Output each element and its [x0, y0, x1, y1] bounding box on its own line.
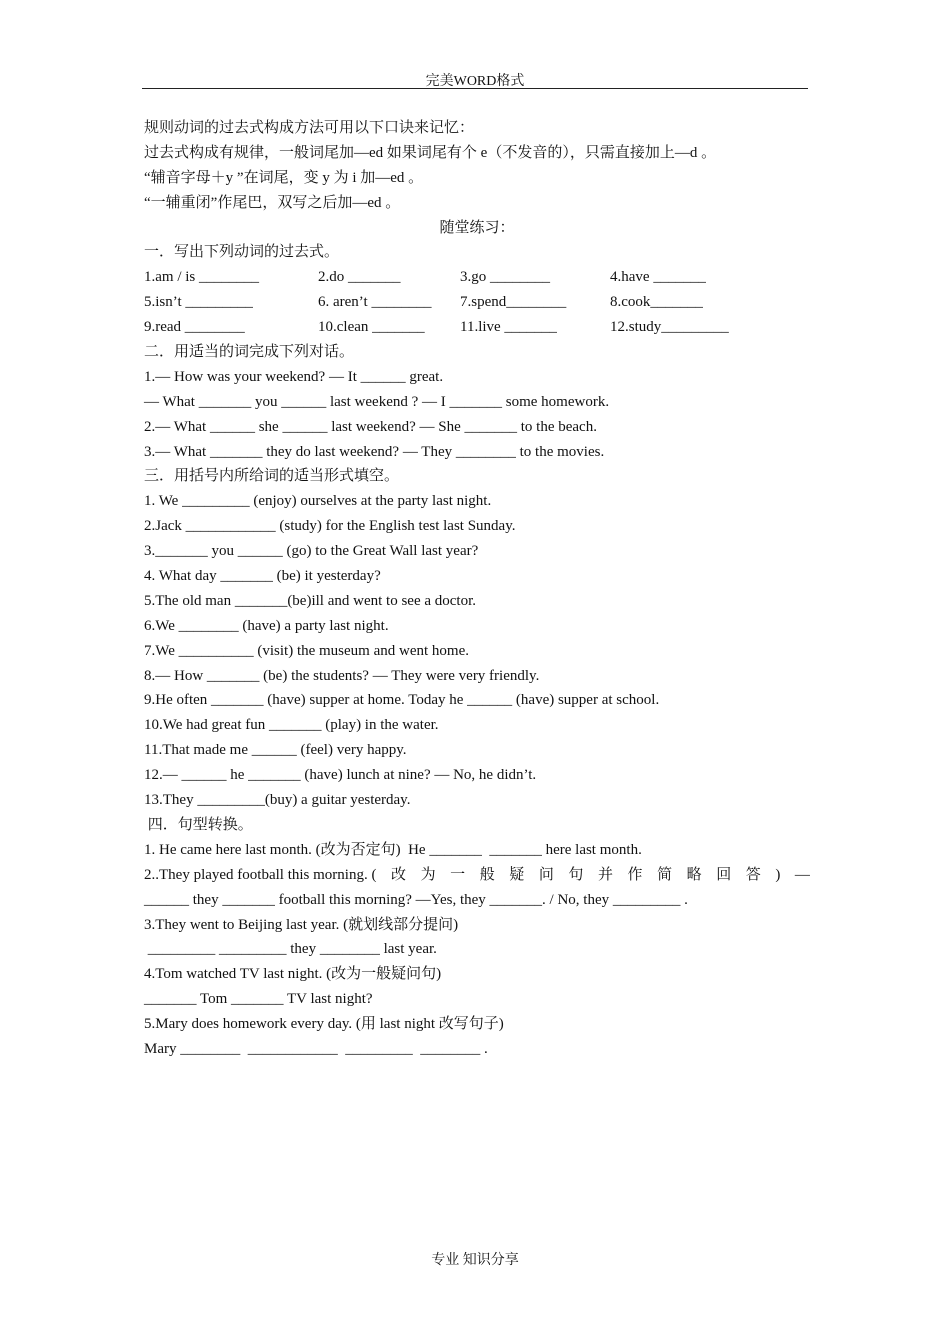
verb-row: [144, 265, 810, 290]
q2-part: 作: [627, 866, 643, 883]
fill-line: 2.Jack ____________ (study) for the English test last Sunday.: [144, 518, 516, 535]
dialogue-line: — What _______ you ______ last weekend ? — I _______ some homework.: [144, 393, 610, 410]
section3-title: 三．用括号内所给词的适当形式填空。: [144, 468, 400, 485]
transform-line: 1. He came here last month. (改为否定句) He _______ _______ here last month.: [144, 841, 642, 858]
fill-line: 12.— ______ he _______ (have) lunch at nine? — No, he didn’t.: [144, 767, 537, 784]
q2-part: 改: [391, 866, 407, 883]
verb-row: [144, 315, 810, 340]
fill-line: 8.— How _______ (be) the students? — They were very friendly.: [144, 667, 540, 684]
fill-line: 11.That made me ______ (feel) very happy.: [144, 742, 407, 759]
verb-row: [144, 290, 810, 315]
transform-line: 3.They went to Beijing last year. (就划线部分提问): [144, 916, 459, 933]
q2-part: 答: [745, 866, 761, 883]
fill-line: 3._______ you ______ (go) to the Great Wall last year?: [144, 543, 479, 560]
header-rule: [142, 88, 808, 89]
section1-title: 一．写出下列动词的过去式。: [144, 244, 340, 261]
verb-item: 11.live _______: [460, 319, 557, 336]
q2-part: 略: [686, 866, 702, 883]
q2-part: 一: [450, 866, 466, 883]
transform-line-justified: [144, 863, 810, 888]
dialogue-line: 2.— What ______ she ______ last weekend? — She _______ to the beach.: [144, 418, 597, 435]
q2-part: 句: [568, 866, 584, 883]
verb-item: 10.clean _______: [318, 319, 425, 336]
fill-line: 10.We had great fun _______ (play) in the water.: [144, 717, 439, 734]
q2-part: 并: [597, 866, 613, 883]
practice-title: 随堂练习：: [439, 219, 515, 236]
section2-title: 二．用适当的词完成下列对话。: [144, 344, 355, 361]
verb-item: 5.isn’t _________: [144, 294, 253, 311]
transform-line: _______ Tom _______ TV last night?: [144, 991, 373, 1008]
fill-line: 1. We _________ (enjoy) ourselves at the party last night.: [144, 493, 492, 510]
verb-item: 1.am / is ________: [144, 269, 259, 286]
intro-line: “辅音字母＋y ”在词尾，变 y 为 i 加—ed 。: [144, 169, 424, 186]
page-footer: 专业 知识分享: [431, 1253, 519, 1268]
section4-title: 四．句型转换。: [144, 816, 253, 833]
verb-item: 4.have _______: [610, 269, 706, 286]
dialogue-line: 3.— What _______ they do last weekend? — They ________ to the movies.: [144, 443, 605, 460]
verb-item: 12.study_________: [610, 319, 729, 336]
q2-part: ): [775, 866, 781, 883]
verb-item: 8.cook_______: [610, 294, 703, 311]
page-header: 完美WORD格式: [425, 74, 525, 89]
q2-part: —: [794, 866, 810, 883]
intro-line: “一辅重闭”作尾巴，双写之后加—ed 。: [144, 194, 401, 211]
q2-part: 回: [716, 866, 732, 883]
verb-item: 9.read ________: [144, 319, 245, 336]
verb-item: 7.spend________: [460, 294, 567, 311]
fill-line: 13.They _________(buy) a guitar yesterday.: [144, 792, 411, 809]
q2-part: 2..They played football this morning. (: [144, 866, 377, 883]
document-body: [144, 116, 810, 1062]
fill-line: 9.He often _______ (have) supper at home. Today he ______ (have) supper at school.: [144, 692, 660, 709]
q2-part: 问: [538, 866, 554, 883]
fill-line: 5.The old man _______(be)ill and went to see a doctor.: [144, 592, 476, 609]
transform-line: _________ _________ they ________ last year.: [144, 941, 437, 958]
fill-line: 4. What day _______ (be) it yesterday?: [144, 568, 381, 585]
dialogue-line: 1.— How was your weekend? — It ______ great.: [144, 368, 444, 385]
q2-part: 疑: [509, 866, 525, 883]
transform-line: 4.Tom watched TV last night. (改为一般疑问句): [144, 966, 442, 983]
verb-item: 6. aren’t ________: [318, 294, 432, 311]
intro-line: 规则动词的过去式构成方法可用以下口诀来记忆：: [144, 120, 475, 136]
verb-item: 3.go ________: [460, 269, 550, 286]
transform-line: Mary ________ ____________ _________ ________ .: [144, 1040, 488, 1057]
q2-part: 为: [420, 866, 436, 883]
transform-line: 5.Mary does homework every day. (用 last night 改写句子): [144, 1016, 504, 1033]
intro-line: 过去式构成有规律，一般词尾加—ed 如果词尾有个 e（不发音的），只需直接加上—d 。: [144, 144, 717, 161]
fill-line: 6.We ________ (have) a party last night.: [144, 617, 389, 634]
transform-line: ______ they _______ football this morning? —Yes, they _______. / No, they _________ .: [144, 891, 688, 908]
verb-item: 2.do _______: [318, 269, 401, 286]
fill-line: 7.We __________ (visit) the museum and went home.: [144, 642, 469, 659]
q2-part: 简: [657, 866, 673, 883]
q2-part: 般: [479, 866, 495, 883]
